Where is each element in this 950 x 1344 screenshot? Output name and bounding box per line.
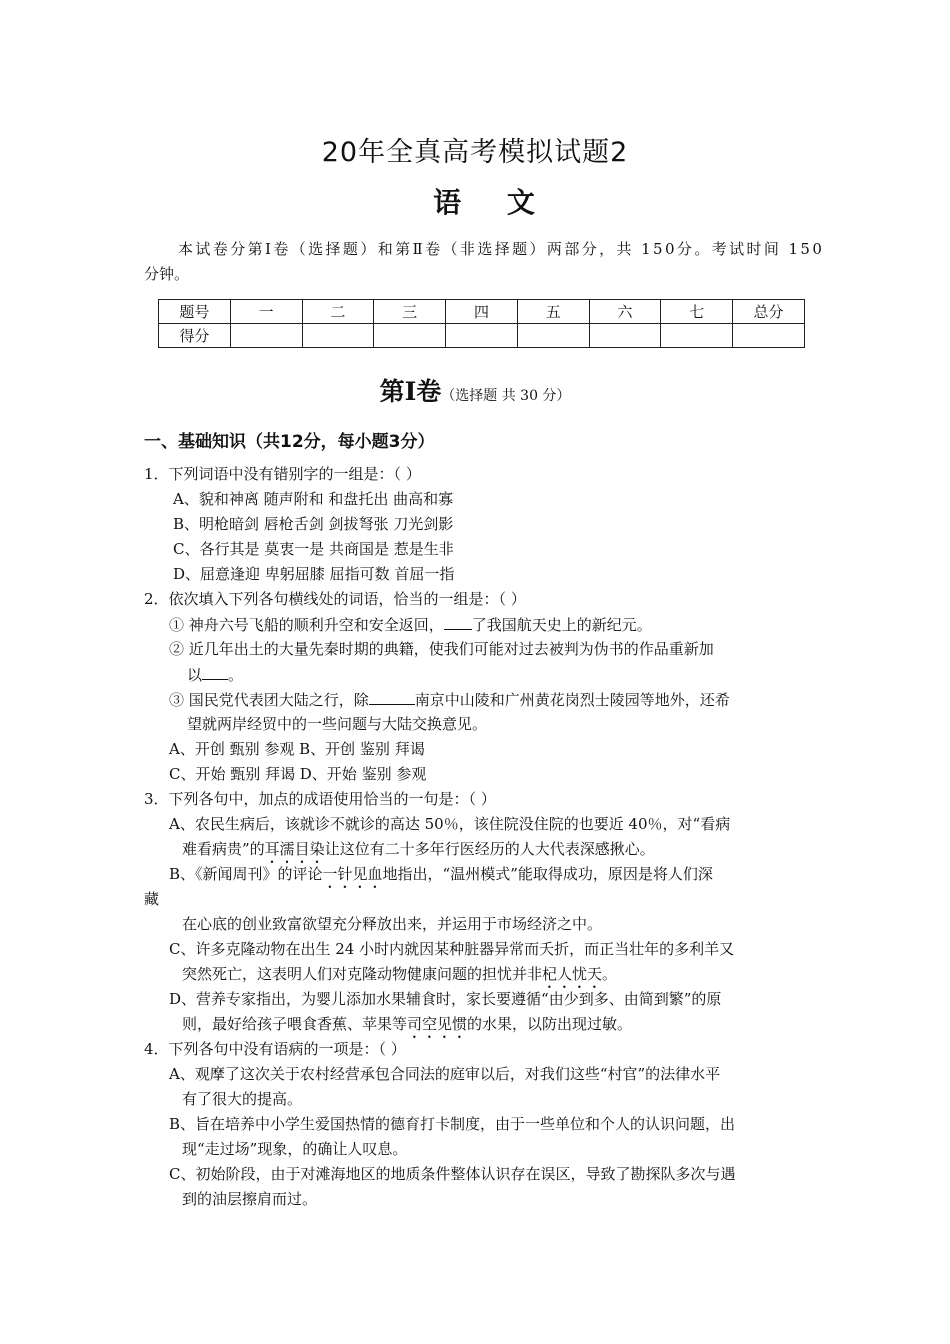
q2-options-cd: C、开始 甄别 拜谒 D、开始 鉴别 参观 [169, 765, 427, 783]
score-cell [661, 324, 733, 348]
header-cell: 五 [517, 300, 589, 324]
q3-a-text-rest: 让这位有二十多年行医经历的人大代表深感揪心。 [324, 840, 655, 858]
score-table [158, 299, 805, 348]
q4-option-c-line-2: 到的油层擦肩而过。 [182, 1190, 318, 1208]
q1-option-c: C、各行其是 莫衷一是 共商国是 惹是生非 [173, 540, 454, 558]
q2-sentence-1 [169, 612, 652, 638]
q2-sentence-2-cont [187, 662, 243, 688]
header-cell: 六 [589, 300, 661, 324]
q3-c-text: 突然死亡，这表明人们对克隆动物健康问题的担忧并非 [182, 965, 543, 983]
header-cell: 四 [446, 300, 518, 324]
q4-option-a-line-1: A、观摩了这次关于农村经营承包合同法的庭审以后，对我们这些“村官”的法律水平 [169, 1065, 721, 1083]
q3-d-text-rest: 的水果，以防出现过敏。 [467, 1015, 633, 1033]
q2-sentence-3-cont: 望就两岸经贸中的一些问题与大陆交换意见。 [187, 715, 488, 733]
score-cell [733, 324, 805, 348]
part-heading: 一、基础知识（共12分，每小题3分） [144, 432, 435, 452]
q4-option-c-line-1: C、初始阶段，由于对滩海地区的地质条件整体认识存在误区，导致了勘探队多次与遇 [169, 1165, 736, 1183]
header-cell: 二 [302, 300, 374, 324]
q4-stem: 4．下列各句中没有语病的一项是：（ ） [144, 1040, 406, 1058]
q3-a-text: 难看病贵”的 [182, 840, 265, 858]
q3-option-c-line-1: C、许多克隆动物在出生 24 小时内就因某种脏器异常而夭折，而正当壮年的多利羊又 [169, 940, 735, 958]
fill-blank [444, 612, 472, 630]
q4-option-b-line-1: B、旨在培养中小学生爱国热情的德育打卡制度，由于一些单位和个人的认识问题，出 [169, 1115, 736, 1133]
q3-b-text-rest: 地指出，“温州模式”能取得成功，原因是将人们深 [382, 865, 713, 883]
q2-s3-text-b: 南京中山陵和广州黄花岗烈士陵园等地外，还希 [414, 691, 730, 709]
q2-s2-text-c: 。 [228, 666, 244, 684]
intro-line-2: 分钟。 [144, 265, 190, 283]
q3-c-text-rest: 。 [602, 965, 618, 983]
fill-blank [369, 687, 415, 705]
q2-stem: 2．依次填入下列各句横线处的词语，恰当的一组是：（ ） [144, 590, 526, 608]
header-cell: 一 [230, 300, 302, 324]
q2-options-ab: A、开创 甄别 参观 B、开创 鉴别 拜谒 [169, 740, 425, 758]
section-note: （选择题 共 30 分） [441, 388, 571, 404]
q2-s1-text-b: 了我国航天史上的新纪元。 [471, 616, 652, 634]
header-cell: 三 [374, 300, 446, 324]
score-cell [517, 324, 589, 348]
q4-option-a-line-2: 有了很大的提高。 [182, 1090, 303, 1108]
q3-b-text: B、《新闻周刊》的评论 [169, 865, 323, 883]
dotted-idiom: 杞人忧天 [542, 965, 603, 983]
q3-option-a-line-1: A、农民生病后，该就诊不就诊的高达 50％，该住院没住院的也要近 40％，对“看病 [169, 815, 731, 833]
q3-option-d-line-1: D、营养专家指出，为婴儿添加水果辅食时，家长要遵循“由少到多、由简到繁”的原 [169, 990, 722, 1008]
q1-option-b: B、明枪暗剑 唇枪舌剑 剑拔弩张 刀光剑影 [173, 515, 454, 533]
score-cell [446, 324, 518, 348]
q3-option-b-line-2: 在心底的创业致富欲望充分释放出来，并运用于市场经济之中。 [182, 915, 603, 933]
q3-d-text: 则，最好给孩子喂食香蕉、苹果等 [182, 1015, 408, 1033]
dotted-idiom: 司空见惯 [407, 1015, 468, 1033]
q3-option-b-line-1 [169, 862, 713, 892]
score-cell [374, 324, 446, 348]
header-cell: 总分 [733, 300, 805, 324]
subject-title: 语 文 [433, 186, 553, 219]
score-cell [230, 324, 302, 348]
score-table-score-row [159, 324, 805, 348]
q1-stem: 1．下列词语中没有错别字的一组是：（ ） [144, 465, 421, 483]
dotted-idiom: 一针见血 [322, 865, 383, 883]
section-title: 第Ⅰ卷 [379, 377, 442, 406]
header-cell: 七 [661, 300, 733, 324]
q4-option-b-line-2: 现“走过场”现象，的确让人叹息。 [182, 1140, 408, 1158]
exam-title: 20年全真高考模拟试题2 [321, 137, 629, 168]
q1-option-a: A、貌和神离 随声附和 和盘托出 曲高和寡 [173, 490, 454, 508]
row-label-cell: 得分 [159, 324, 231, 348]
q2-s1-text-a: ① 神舟六号飞船的顺利升空和安全返回， [169, 616, 444, 634]
q2-s2-text-b: 以 [187, 666, 203, 684]
intro-line-1: 本试卷分第Ⅰ卷（选择题）和第Ⅱ卷（非选择题）两部分，共 150分。考试时间 150 [178, 240, 825, 258]
score-cell [302, 324, 374, 348]
q3-option-b-wrap: 藏 [144, 890, 160, 908]
q2-sentence-3 [169, 687, 730, 713]
q2-s3-text-a: ③ 国民党代表团大陆之行，除 [169, 691, 369, 709]
q2-sentence-2: ② 近几年出土的大量先秦时期的典籍，使我们可能对过去被判为伪书的作品重新加 [169, 640, 714, 658]
q1-option-d: D、屈意逢迎 卑躬屈膝 屈指可数 首屈一指 [173, 565, 455, 583]
dotted-idiom: 耳濡目染 [264, 840, 325, 858]
score-cell [589, 324, 661, 348]
section-heading [0, 372, 950, 408]
header-cell: 题号 [159, 300, 231, 324]
fill-blank [202, 662, 228, 680]
score-table-header-row [159, 300, 805, 324]
q3-stem: 3．下列各句中，加点的成语使用恰当的一句是：（ ） [144, 790, 496, 808]
